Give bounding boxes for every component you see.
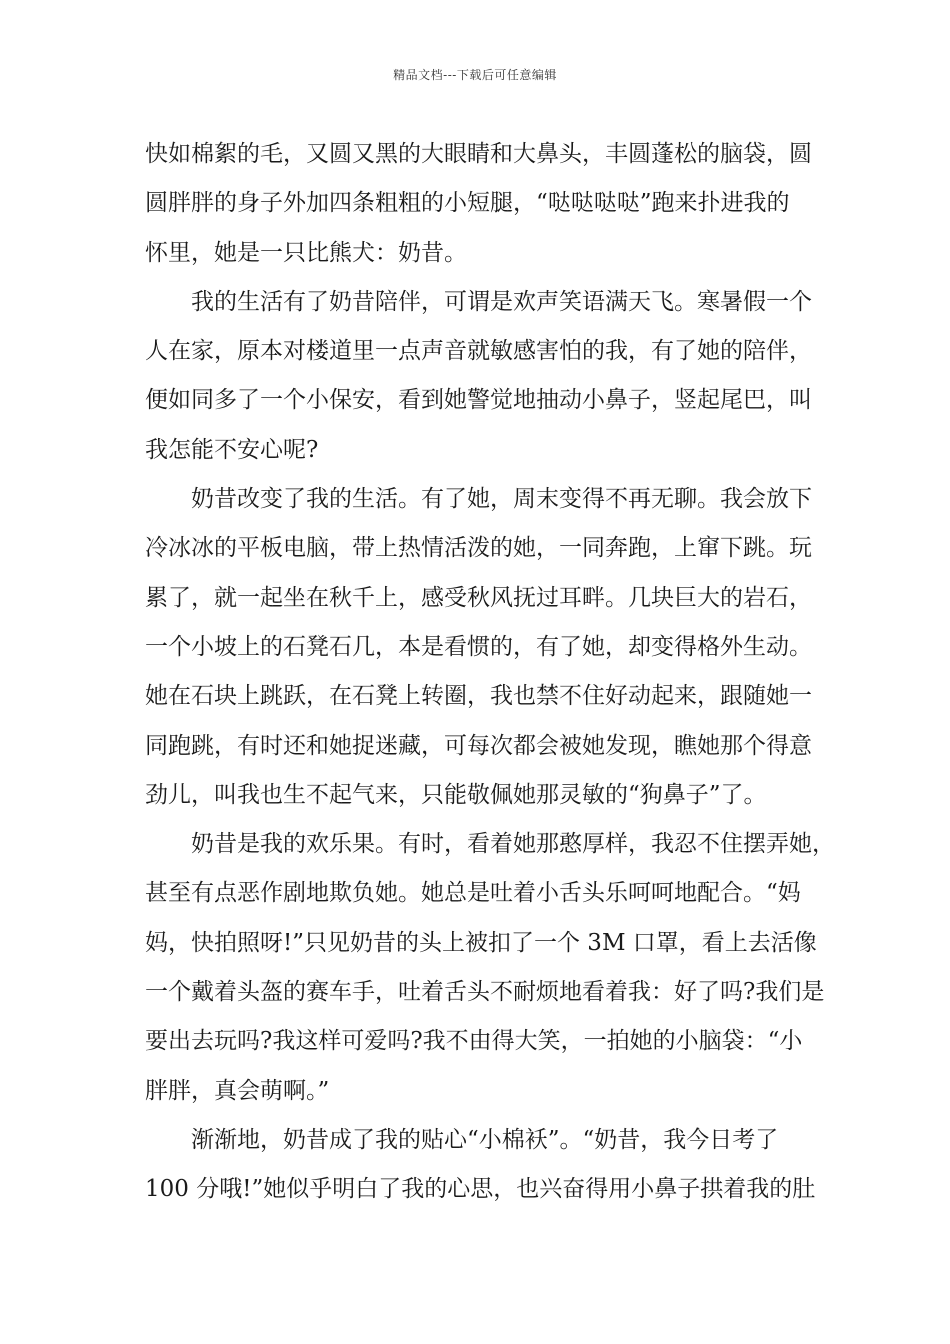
- text-line: 妈，快拍照呀!”只见奶昔的头上被扣了一个 3M 口罩，看上去活像: [145, 929, 817, 956]
- text-line: 怀里，她是一只比熊犬：奶昔。: [145, 239, 467, 266]
- text-line: 冷冰冰的平板电脑，带上热情活泼的她，一同奔跑，上窜下跳。玩: [145, 535, 812, 562]
- text-line: 便如同多了一个小保安，看到她警觉地抽动小鼻子，竖起尾巴，叫: [145, 387, 812, 414]
- text-line: 圆胖胖的身子外加四条粗粗的小短腿，“哒哒哒哒”跑来扑进我的: [145, 190, 790, 217]
- paragraph-first-line: 奶昔是我的欢乐果。有时，看着她那憨厚样，我忍不住摆弄她，: [191, 831, 835, 858]
- text-line: 我怎能不安心呢?: [145, 436, 319, 463]
- text-line: 她在石块上跳跃，在石凳上转圈，我也禁不住好动起来，跟随她一: [145, 683, 812, 710]
- paragraph-first-line: 奶昔改变了我的生活。有了她，周末变得不再无聊。我会放下: [191, 486, 812, 513]
- text-line: 快如棉絮的毛，又圆又黑的大眼睛和大鼻头，丰圆蓬松的脑袋，圆: [145, 141, 812, 167]
- text-line: 劲儿，叫我也生不起气来，只能敬佩她那灵敏的“狗鼻子”了。: [145, 781, 767, 808]
- paragraph-first-line: 我的生活有了奶昔陪伴，可谓是欢声笑语满天飞。寒暑假一个: [191, 288, 812, 315]
- page-header: 精品文档---下载后可任意编辑: [393, 68, 557, 82]
- text-line: 人在家，原本对楼道里一点声音就敏感害怕的我，有了她的陪伴，: [145, 338, 812, 365]
- text-line: 一个戴着头盔的赛车手，吐着舌头不耐烦地看着我：好了吗?我们是: [145, 979, 825, 1006]
- article-body: [145, 130, 835, 1215]
- text-line: 同跑跳，有时还和她捉迷藏，可每次都会被她发现，瞧她那个得意: [145, 732, 812, 759]
- text-line: 胖胖，真会萌啊。”: [145, 1077, 330, 1104]
- text-line: 要出去玩吗?我这样可爱吗?我不由得大笑，一拍她的小脑袋：“小: [145, 1028, 803, 1055]
- paragraph-first-line: 渐渐地，奶昔成了我的贴心“小棉袄”。“奶昔，我今日考了: [191, 1126, 779, 1153]
- text-line: 累了，就一起坐在秋千上，感受秋风抚过耳畔。几块巨大的岩石，: [145, 584, 812, 611]
- text-line: 甚至有点恶作剧地欺负她。她总是吐着小舌头乐呵呵地配合。“妈: [145, 880, 801, 907]
- text-line: 一个小坡上的石凳石几，本是看惯的，有了她，却变得格外生动。: [145, 633, 812, 660]
- text-line: 100 分哦!”她似乎明白了我的心思，也兴奋得用小鼻子拱着我的肚: [145, 1176, 816, 1203]
